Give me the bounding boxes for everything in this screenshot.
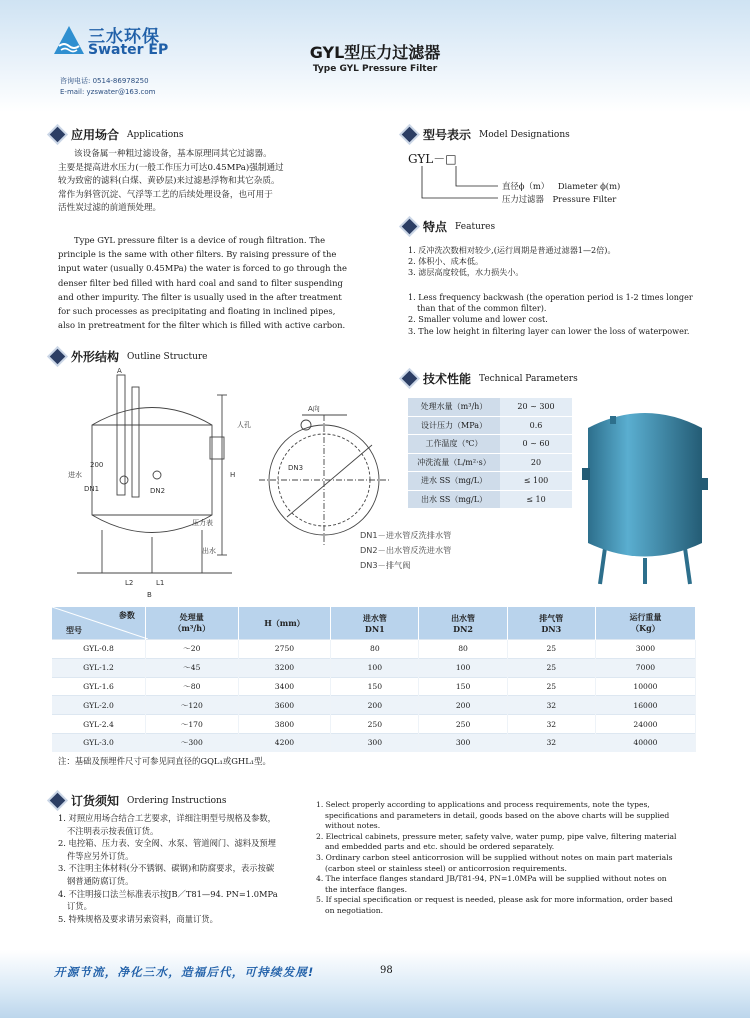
- table-row: [52, 658, 696, 677]
- contact-phone: 咨询电话: 0514-86978250: [60, 77, 149, 85]
- label-a-direction: A向: [308, 405, 320, 413]
- table-cell: 16000: [595, 696, 695, 715]
- tech-parameters-table: [408, 398, 572, 509]
- list-item: 3. 滤层高度较低，水力损失小。: [408, 267, 524, 278]
- table-cell: 40000: [595, 733, 695, 751]
- header-unit: DN1: [364, 623, 385, 634]
- table-cell: 25: [507, 640, 595, 659]
- label-en: Diameter ϕ(m): [557, 181, 621, 191]
- table-cell: 200: [331, 696, 419, 715]
- table-cell: 250: [331, 715, 419, 734]
- header-unit: （m³/h）: [173, 623, 211, 633]
- header-text: 运行重量: [629, 612, 662, 622]
- label-outlet: 出水: [202, 547, 216, 555]
- table-row: [52, 733, 696, 751]
- table-cell: 200: [419, 696, 507, 715]
- table-cell: 25: [507, 677, 595, 696]
- heading-cn: 特点: [423, 220, 448, 234]
- features-list-en: [408, 292, 698, 337]
- header-h: H（mm）: [238, 607, 331, 640]
- legend-dn1: DN1－进水管反洗排水管: [360, 530, 452, 540]
- param-value: ≤ 100: [500, 472, 572, 491]
- table-cell: ～170: [145, 715, 238, 734]
- text-line: principle is the same with other filters. By raising pressure of the: [58, 249, 337, 260]
- header-weight: [595, 607, 695, 640]
- contact-email: E-mail: yzswater@163.com: [60, 88, 156, 96]
- logo-text-en: Swater EP: [88, 42, 169, 58]
- list-item: 1. 对照应用场合结合工艺要求，详细注明型号规格及参数，不注明表示按表值订货。: [58, 813, 276, 836]
- label-h: H: [230, 471, 236, 479]
- table-cell: ～80: [145, 677, 238, 696]
- pressure-gauge-symbol: [153, 471, 161, 479]
- table-cell: 32: [507, 715, 595, 734]
- heading-en: Ordering Instructions: [127, 795, 227, 806]
- table-row: [408, 435, 572, 454]
- applications-text-cn: [58, 148, 358, 216]
- header-text: 出水管: [451, 612, 476, 623]
- features-list-cn: [408, 245, 698, 279]
- table-row: [52, 715, 696, 734]
- header-unit: DN3: [541, 623, 562, 634]
- label-l1: L1: [156, 579, 165, 587]
- bullet-diamond-icon: [50, 127, 66, 143]
- table-row: [408, 472, 572, 491]
- table-cell: 24000: [595, 715, 695, 734]
- table-header-row: [52, 607, 696, 640]
- table-row: [52, 677, 696, 696]
- table-row: [408, 453, 572, 472]
- table-cell: GYL-1.6: [52, 677, 145, 696]
- table-cell: 32: [507, 696, 595, 715]
- table-cell: 25: [507, 658, 595, 677]
- list-item: 2. Smaller volume and lower cost.: [408, 314, 548, 325]
- header-param: 参数: [118, 610, 135, 620]
- param-value: 20: [500, 453, 572, 472]
- label-manhole: 人孔: [237, 421, 251, 429]
- table-cell: 10000: [595, 677, 695, 696]
- model-code-text: GYL: [408, 152, 434, 166]
- list-item: 2. Electrical cabinets, pressure meter, safety valve, water pump, pipe valve, filtering material and embedded parts and etc. should be ordered separately.: [316, 831, 677, 852]
- tech-heading: [404, 370, 578, 387]
- heading-cn: 应用场合: [71, 128, 120, 142]
- list-item: 2. 电控箱、压力表、安全阀、水泵、管道阀门、滤料及预埋件等应另外订货。: [58, 838, 276, 861]
- outline-heading: [52, 348, 208, 365]
- heading-en: Model Designations: [479, 129, 570, 140]
- param-name: 冲洗流量（L/m²·s）: [408, 453, 500, 472]
- header-text: 排气管: [539, 612, 564, 623]
- page-title: GYL型压力过滤器: [309, 43, 441, 62]
- list-item: 1. 反冲洗次数相对较少,(运行周期是普通过滤器1—2倍)。: [408, 245, 616, 255]
- bullet-diamond-icon: [50, 793, 66, 809]
- model-heading: [404, 126, 570, 143]
- table-cell: 150: [331, 677, 419, 696]
- heading-en: Features: [455, 221, 496, 232]
- ordering-list-cn: [58, 812, 280, 925]
- table-cell: 3000: [595, 640, 695, 659]
- heading-cn: 型号表示: [423, 128, 472, 142]
- table-cell: ～20: [145, 640, 238, 659]
- table-row: [52, 696, 696, 715]
- param-value: 0 ~ 60: [500, 435, 572, 454]
- label-en: Pressure Filter: [552, 194, 617, 204]
- table-cell: 3800: [238, 715, 331, 734]
- heading-en: Outline Structure: [127, 351, 208, 362]
- table-cell: 300: [331, 733, 419, 751]
- bullet-diamond-icon: [402, 219, 418, 235]
- model-line-filter: [502, 193, 616, 205]
- header-param-model: [52, 607, 145, 640]
- table-cell: GYL-2.0: [52, 696, 145, 715]
- text-line: input water (usually 0.45MPa) the water is forced to go through the: [58, 263, 347, 274]
- logo-text-cn: 三水环保: [88, 27, 160, 47]
- table-cell: 100: [331, 658, 419, 677]
- table-cell: 3600: [238, 696, 331, 715]
- header-text: 处理量: [179, 612, 204, 622]
- label-cn: 压力过滤器: [502, 194, 544, 204]
- features-heading: [404, 218, 495, 235]
- applications-heading: [52, 126, 184, 143]
- header-outlet: [419, 607, 507, 640]
- legend-dn2: DN2－出水管反洗进水管: [360, 545, 452, 555]
- table-cell: 7000: [595, 658, 695, 677]
- table-row: [408, 416, 572, 435]
- ordering-list-en: [316, 800, 680, 917]
- model-bracket-lines: [408, 166, 498, 206]
- table-cell: 3200: [238, 658, 331, 677]
- heading-en: Applications: [127, 129, 184, 140]
- table-cell: 4200: [238, 733, 331, 751]
- text-line: 常作为斜管沉淀、气浮等工艺的后续处理设备，也可用于: [58, 189, 273, 200]
- param-name: 工作温度（℃）: [408, 435, 500, 454]
- list-item: 5. 特殊规格及要求请另索资料，商量订货。: [58, 913, 218, 924]
- ordering-heading: [52, 792, 226, 809]
- heading-en: Technical Parameters: [479, 373, 578, 384]
- param-value: 20 ~ 300: [500, 398, 572, 416]
- label-a: A: [117, 367, 122, 375]
- label-pressure-gauge: 压力表: [192, 519, 213, 527]
- list-item: 3. 不注明主体材料(分不锈钢、碳钢)和防腐要求，表示按碳钢普通防腐订货。: [58, 863, 275, 886]
- text-line: 该设备属一种粗过滤设备，基本原理同其它过滤器。: [74, 149, 272, 159]
- footer-band: [0, 950, 750, 1018]
- table-cell: 80: [331, 640, 419, 659]
- list-item: 4. The interface flanges standard JB/T81-94, PN=1.0MPa will be supplied without notes on the interface flanges.: [316, 874, 667, 894]
- table-cell: GYL-0.8: [52, 640, 145, 659]
- text-line: 较为致密的滤料(白煤、黄砂层)来过滤悬浮物和其它杂质。: [58, 176, 280, 187]
- header-text: 进水管: [362, 612, 387, 623]
- table-row: [408, 398, 572, 416]
- model-line-diameter: [502, 180, 620, 192]
- page-subtitle: Type GYL Pressure Filter: [312, 64, 438, 74]
- param-value: 0.6: [500, 416, 572, 435]
- table-cell: 250: [419, 715, 507, 734]
- text-line: Type GYL pressure filter is a device of rough filtration. The: [74, 235, 326, 245]
- heading-cn: 外形结构: [71, 350, 120, 364]
- table-note: 注：基础及预埋件尺寸可参见同直径的GQL₁或GHL₁型。: [58, 756, 271, 766]
- label-cn: 直径ϕ（m）: [502, 181, 550, 191]
- outline-drawing: [62, 365, 392, 605]
- text-line: denser filter bed filled with hard coal and sand to filter suspending: [58, 277, 343, 288]
- table-cell: 100: [419, 658, 507, 677]
- label-dn1: DN1: [84, 485, 100, 493]
- table-cell: 3400: [238, 677, 331, 696]
- model-suffix: －□: [433, 152, 457, 166]
- table-cell: 300: [419, 733, 507, 751]
- list-item: 2. 体积小、成本低。: [408, 256, 484, 267]
- bullet-diamond-icon: [402, 127, 418, 143]
- header-unit: （Kg）: [631, 623, 660, 633]
- list-item: 1. Select properly according to applications and process requirements, note the types, specifications and parameters in detail, goods based on the above charts will be supplied without notes.: [316, 800, 670, 831]
- label-b: B: [147, 591, 152, 599]
- list-item: 1. Less frequency backwash (the operation period is 1-2 times longer than that of the common filter).: [408, 292, 693, 314]
- header-vent: [507, 607, 595, 640]
- text-line: 活性炭过滤的前道预处理。: [58, 203, 162, 214]
- table-cell: GYL-2.4: [52, 715, 145, 734]
- param-name: 处理水量（m³/h）: [408, 398, 500, 416]
- bullet-diamond-icon: [50, 349, 66, 365]
- param-name: 设计压力（MPa）: [408, 416, 500, 435]
- text-line: for such processes as precipitating and floating in inclined pipes,: [58, 306, 336, 317]
- footer-slogan: 开源节流，净化三水，造福后代，可持续发展!: [54, 965, 315, 979]
- label-l2: L2: [125, 579, 134, 587]
- table-cell: ～120: [145, 696, 238, 715]
- bullet-diamond-icon: [402, 371, 418, 387]
- param-name: 进水 SS（mg/L）: [408, 472, 500, 491]
- spec-table: [52, 607, 696, 752]
- table-row: [408, 490, 572, 509]
- table-cell: 2750: [238, 640, 331, 659]
- table-row: [52, 640, 696, 659]
- table-cell: ～45: [145, 658, 238, 677]
- label-inlet: 进水: [68, 471, 82, 479]
- filter-tank-image: [580, 398, 710, 588]
- list-item: 3. Ordinary carbon steel anticorrosion will be supplied without notes on main part materials (carbon steel or stainless steel) or anticorrosion requirements.: [316, 852, 673, 873]
- text-line: and other impurity. The filter is usually used in the after treatment: [58, 291, 342, 302]
- text-line: also in pretreatment for the filter which is filled with active carbon.: [58, 320, 346, 331]
- legend-dn3: DN3－排气阀: [360, 560, 411, 570]
- applications-text-en: [58, 233, 364, 332]
- table-cell: ～300: [145, 733, 238, 751]
- vessel-body: [92, 408, 212, 533]
- spec-table-body: [52, 640, 696, 752]
- text-line: 主要是提高进水压力(一般工作压力可达0.45MPa)强制通过: [58, 162, 284, 173]
- page-number: 98: [380, 965, 393, 976]
- header-model: 型号: [66, 625, 82, 635]
- list-item: 4. 不注明接口法兰标准表示按JB／T81—94. PN=1.0MPa订货。: [58, 888, 278, 912]
- param-name: 出水 SS（mg/L）: [408, 490, 500, 509]
- label-dn3: DN3: [288, 464, 304, 472]
- model-code: [408, 150, 457, 167]
- label-200: 200: [90, 461, 104, 469]
- table-cell: 150: [419, 677, 507, 696]
- header-inlet: [331, 607, 419, 640]
- table-cell: 32: [507, 733, 595, 751]
- table-cell: GYL-3.0: [52, 733, 145, 751]
- table-cell: GYL-1.2: [52, 658, 145, 677]
- param-value: ≤ 10: [500, 490, 572, 509]
- heading-cn: 订货须知: [71, 794, 120, 808]
- header-unit: DN2: [453, 623, 473, 634]
- list-item: 3. The low height in filtering layer can lower the loss of waterpower.: [408, 325, 690, 336]
- table-cell: 80: [419, 640, 507, 659]
- heading-cn: 技术性能: [423, 372, 472, 386]
- label-dn2: DN2: [150, 487, 166, 495]
- list-item: 5. If special specification or request is needed, please ask for more information, order based on negotiation.: [316, 895, 673, 915]
- header-flow: [145, 607, 238, 640]
